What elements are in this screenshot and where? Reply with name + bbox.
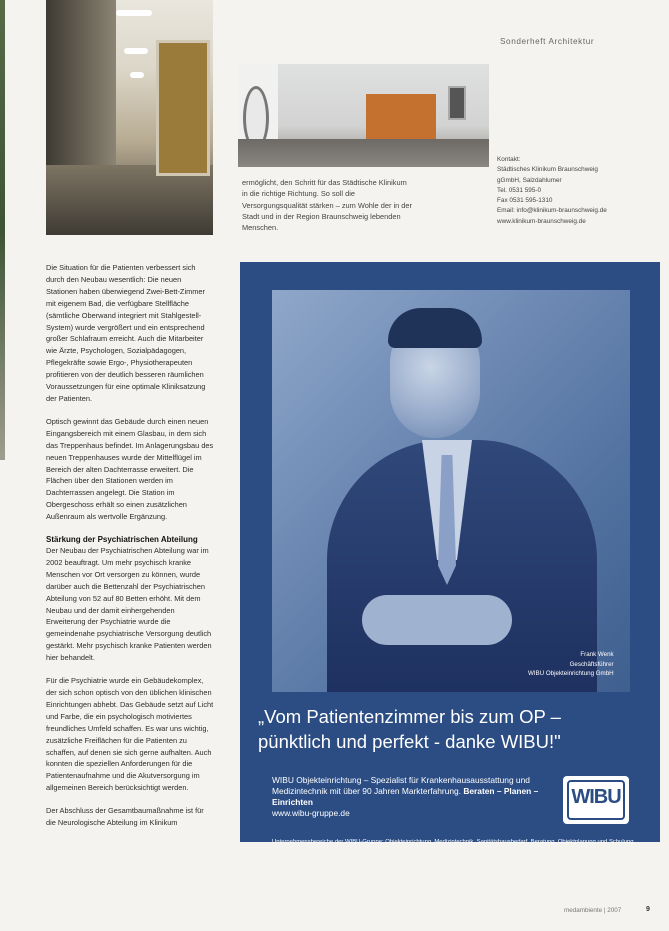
contact-line: Email: info@klinikum-braunschweig.de — [497, 207, 607, 215]
ad-headline — [258, 704, 648, 754]
ward-photo — [238, 64, 489, 167]
ad-footnote: Unternehmensbereiche der WIBU-Gruppe: Objekteinrichtung, Medizintechnik, Sanitätshausbedarf, Beratung, Objektplanung und Schulung. — [272, 839, 636, 845]
contact-line: gGmbH, Salzdahlumer — [497, 176, 562, 184]
contact-box — [497, 155, 647, 227]
ad-body-text: WIBU Objekteinrichtung – Spezialist für Krankenhausausstattung und Medizintechnik mit über 90 Jahren Markterfahrung. — [272, 775, 530, 796]
article-paragraph: Optisch gewinnt das Gebäude durch einen neuen Eingangsbereich mit einem Glasbau, in dem sich das Treppenhaus befindet. Im Anlagerungsbau des neuen Treppenhauses wurde der Mittelflügel im Bereich der alten Dachterrasse erweitert. Die Flächen über den Stationen werden im Dachterrassen angelegt. Die Station im Obergeschoss erhält so einen zusätzlichen Außenraum als wertvolle Ergänzung. — [46, 416, 214, 522]
contact-line: Kontakt: — [497, 156, 521, 163]
portrait-caption — [528, 650, 614, 679]
ad-headline-line: „Vom Patientenzimmer bis zum OP – — [258, 706, 561, 727]
intro-paragraph: ermöglicht, den Schritt für das Städtische Klinikum in die richtige Richtung. So soll die Versorgungsqualität stärken – zum Wohle der in der Stadt und in der Region Braunschweig lebenden Menschen. — [242, 178, 412, 233]
magazine-footer: medambiente | 2007 — [564, 907, 622, 914]
page-edge-strip — [0, 0, 5, 460]
ad-body — [272, 775, 572, 819]
corridor-photo — [46, 0, 213, 235]
caption-role: Geschäftsführer — [569, 660, 614, 668]
article-column — [46, 262, 214, 840]
ad-website-link[interactable]: www.wibu-gruppe.de — [272, 808, 350, 818]
portrait-photo — [272, 290, 630, 692]
article-paragraph: Der Abschluss der Gesamtbaumaßnahme ist für die Neurologische Abteilung im Klinikum — [46, 806, 204, 828]
ad-slogan: Beraten – Planen – Einrichten — [272, 786, 539, 807]
wibu-logo-text: WIBU — [571, 786, 621, 808]
page-number: 9 — [646, 906, 650, 913]
article-subheading: Stärkung der Psychiatrischen Abteilung — [46, 535, 198, 545]
contact-line: Städtisches Klinikum Braunschweig — [497, 166, 598, 174]
contact-line: Tel. 0531 595-0 — [497, 186, 542, 194]
contact-line: www.klinikum-braunschweig.de — [497, 217, 586, 225]
caption-name: Frank Wenk — [580, 651, 614, 658]
article-paragraph: Die Situation für die Patienten verbessert sich durch den Neubau wesentlich: Die neuen Stationen haben überwiegend Zwei-Bett-Zimmer mit eigenem Bad, die verfügbare Stellfläche (sämtliche Oberwand integriert mit Stahlgestell-System) wurde vergrößert und ein entsprechend großer Schlafraum erreicht. Auch die Mitarbeiter wie Ärzte, Psychologen, Sozialpädagogen, Pflegekräfte sowie Ergo-, Physiotherapeuten profitieren von der deutlich besseren räumlichen Voraussetzungen für eine optimale Kliniksatzung der Patienten. — [46, 263, 206, 403]
section-label: Sonderheft Architektur — [500, 37, 595, 46]
ad-headline-line: pünktlich und perfekt - danke WIBU!" — [258, 731, 561, 752]
contact-line: Fax 0531 595-1310 — [497, 197, 553, 205]
caption-company: WIBU Objekteinrichtung GmbH — [528, 670, 614, 677]
article-paragraph: Der Neubau der Psychiatrischen Abteilung war im 2002 beauftragt. Um mehr psychisch kranke Menschen vor Ort versorgen zu können, wurde darüber auch die Bettenzahl der Psychiatrischen Abteilung von 52 auf 80 Betten erhöht. Mit dem Neubau und der damit einhergehenden Erweiterung der Psychiatrie wurde die gemeindenahe psychiatrische Versorgung deutlich gestärkt. Mehr psychisch kranke Patienten werden hier behandelt. — [46, 546, 212, 663]
article-paragraph: Für die Psychiatrie wurde ein Gebäudekomplex, der sich schon optisch von den üblichen klinischen Einrichtungen abhebt. Das Gebäude setzt auf Licht und Farbe, die ein psychologisch motiviertes freundliches Umfeld schaffen. Es war uns wichtig, zusätzliche Freiflächen für die Patienten zu schaffen, auf denen sie sich gerne aufhalten. Auch konnten die speziellen Anforderungen für die Patientenaufnahme und die Akutversorgung im allgemeinen Bereich berücksichtigt werden. — [46, 676, 214, 793]
wibu-logo — [563, 776, 629, 824]
